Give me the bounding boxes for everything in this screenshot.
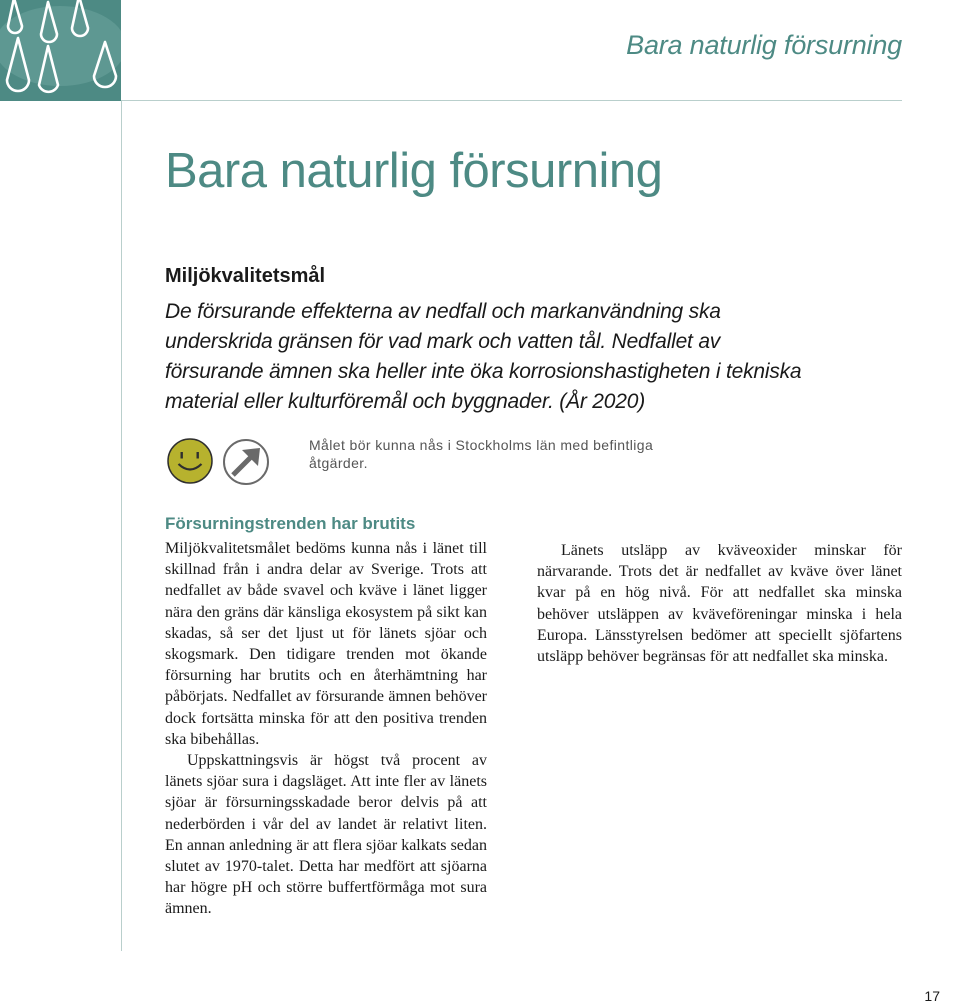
goal-heading: Miljökvalitetsmål [165,265,326,287]
smiley-icon [166,437,214,490]
body-paragraph: Miljökvalitetsmålet bedöms kunna nås i länet till skillnad från i andra delar av Sverige. Trots att nedfallet av både svavel och kväve i länet ligger nära den gräns där känsliga ekosystem på sikt kan skadas, så ser det ljust ut för länets sjöar och skogsmark. Den tidigare trenden mot ökande försurning har brutits och en återhämtning har påbörjats. Nedfallet av försurande ämnen behöver dock fortsätta minska för att den positiva trenden ska bibehållas. [165,540,487,748]
page-title: Bara naturlig försurning [165,144,663,198]
assessment-text: Målet bör kunna nås i Stockholms län med befintliga åtgärder. [309,437,654,471]
running-header: Bara naturlig försurning [626,30,902,60]
raindrop-header-graphic [0,0,121,101]
page-number: 17 [924,988,940,1004]
body-paragraph: Uppskattningsvis är högst två procent av länets sjöar sura i dagsläget. Att inte fler av länets sjöar är försurningsskadade beror delvis på att nederbörden i vår del av landet är relativt liten. En annan anledning är att flera sjöar kalkats sedan slutet av 1970-talet. Detta har medfört att sjöarna har högre pH och större buffertförmåga mot sura ämnen. [165,752,487,918]
section-heading: Försurningstrenden har brutits [165,514,416,533]
body-column-right [537,540,902,667]
margin-rule [121,101,122,951]
body-paragraph: Länets utsläpp av kväveoxider minskar för närvarande. Trots det är nedfallet av kväve över länet kvar på en hög nivå. För att nedfallet ska minska behöver utsläppen av kväveföreningar minska i hela Europa. Länsstyrelsen bedömer att speciellt sjöfartens utsläpp behöver begränsas för att nedfallet ska minska. [537,542,902,666]
goal-text: De försurande effekterna av nedfall och markanvändning ska underskrida gränsen för vad mark och vatten tål. Nedfallet av försurande ämnen ska heller inte öka korrosionshastigheten i tekniska material eller kulturföremål och byggnader. (År 2020) [165,300,802,413]
arrow-up-right-icon [222,438,270,491]
header-rule [121,100,902,101]
body-column-left [165,538,487,920]
raindrops-icon [0,0,121,101]
